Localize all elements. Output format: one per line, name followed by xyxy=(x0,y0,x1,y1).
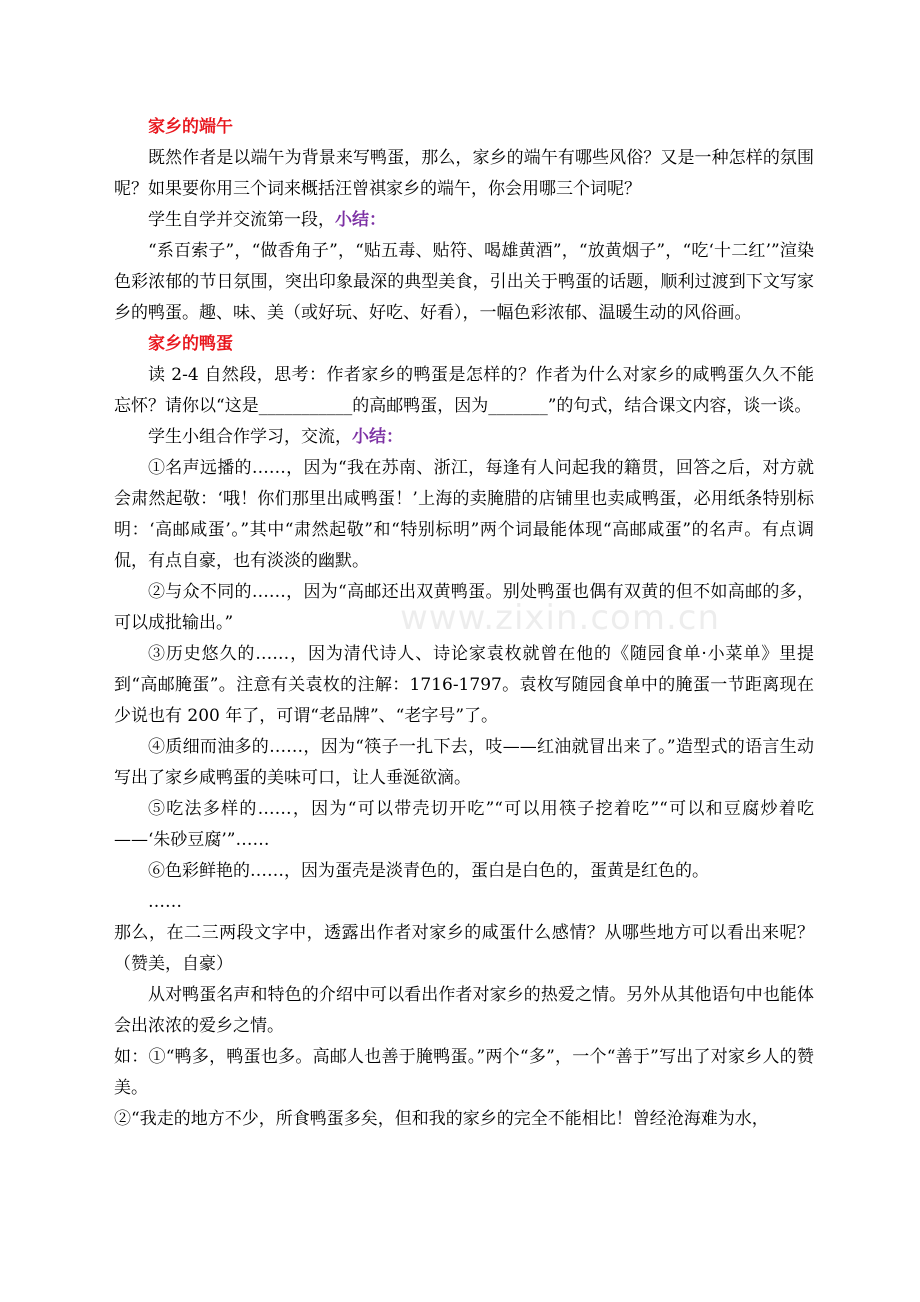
paragraph: 既然作者是以端午为背景来写鸭蛋，那么，家乡的端午有哪些风俗？又是一种怎样的氛围呢？如果要你用三个词来概括汪曾祺家乡的端午，你会用哪三个词呢？ xyxy=(114,148,814,199)
section-heading-duanwu: 家乡的端午 xyxy=(148,117,233,137)
paragraph: 那么，在二三两段文字中，透露出作者对家乡的咸蛋什么感情？从哪些地方可以看出来呢？（赞美，自豪） xyxy=(114,923,814,974)
document-body xyxy=(114,112,814,1135)
summary-label: 小结： xyxy=(352,427,403,447)
list-item: ②与众不同的……，因为“高邮还出双黄鸭蛋。别处鸭蛋也偶有双黄的但不如高邮的多，可以成批输出。” xyxy=(114,582,814,633)
summary-label: 小结： xyxy=(335,210,386,230)
paragraph-summary-intro xyxy=(114,422,814,453)
list-item: ④质细而油多的……，因为“筷子一扎下去，吱——红油就冒出来了。”造型式的语言生动写出了家乡咸鸭蛋的美味可口，让人垂涎欲滴。 xyxy=(114,737,814,788)
paragraph: 从对鸭蛋名声和特色的介绍中可以看出作者对家乡的热爱之情。另外从其他语句中也能体会出浓浓的爱乡之情。 xyxy=(114,985,814,1036)
list-item: ⑤吃法多样的……，因为“可以带壳切开吃”“可以用筷子挖着吃”“可以和豆腐炒着吃——‘朱砂豆腐’”…… xyxy=(114,799,814,850)
paragraph-text: 学生自学并交流第一段， xyxy=(148,210,335,230)
section-heading-yadan: 家乡的鸭蛋 xyxy=(148,334,233,354)
list-item: ①名声远播的……，因为“我在苏南、浙江，每逢有人问起我的籍贯，回答之后，对方就会肃然起敬：‘哦！你们那里出咸鸭蛋！’上海的卖腌腊的店铺里也卖咸鸭蛋，必用纸条特别标明：‘高邮咸蛋’。”其中“肃然起敬”和“特别标明”两个词最能体现“高邮咸蛋”的名声。有点调侃，有点自豪，也有淡淡的幽默。 xyxy=(114,458,814,571)
paragraph-text: 学生小组合作学习，交流， xyxy=(148,427,352,447)
ellipsis: …… xyxy=(148,892,182,912)
paragraph: ②“我走的地方不少，所食鸭蛋多矣，但和我的家乡的完全不能相比！曾经沧海难为水， xyxy=(114,1109,769,1129)
paragraph: 读 2-4 自然段，思考：作者家乡的鸭蛋是怎样的？作者为什么对家乡的咸鸭蛋久久不能忘怀？请你以“这是___________的高邮鸭蛋，因为_______”的句式，结合课文内容，谈一谈。 xyxy=(114,365,814,416)
paragraph: “系百索子”，“做香角子”，“贴五毒、贴符、喝雄黄酒”，“放黄烟子”，“吃‘十二红’”渲染色彩浓郁的节日氛围，突出印象最深的典型美食，引出关于鸭蛋的话题，顺利过渡到下文写家乡的鸭蛋。趣、味、美（或好玩、好吃、好看），一幅色彩浓郁、温暖生动的风俗画。 xyxy=(114,241,814,323)
paragraph: 如：①“鸭多，鸭蛋也多。高邮人也善于腌鸭蛋。”两个“多”，一个“善于”写出了对家乡人的赞美。 xyxy=(114,1047,814,1098)
list-item: ③历史悠久的……，因为清代诗人、诗论家袁枚就曾在他的《随园食单·小菜单》里提到“高邮腌蛋”。注意有关袁枚的注解：1716-1797。袁枚写随园食单中的腌蛋一节距离现在少说也有 200 年了，可谓“老品牌”、“老字号”了。 xyxy=(114,644,814,726)
paragraph-summary-intro xyxy=(114,205,814,236)
watermark: www.zixin.com.cn xyxy=(400,598,720,638)
list-item: ⑥色彩鲜艳的……，因为蛋壳是淡青色的，蛋白是白色的，蛋黄是红色的。 xyxy=(148,861,709,881)
